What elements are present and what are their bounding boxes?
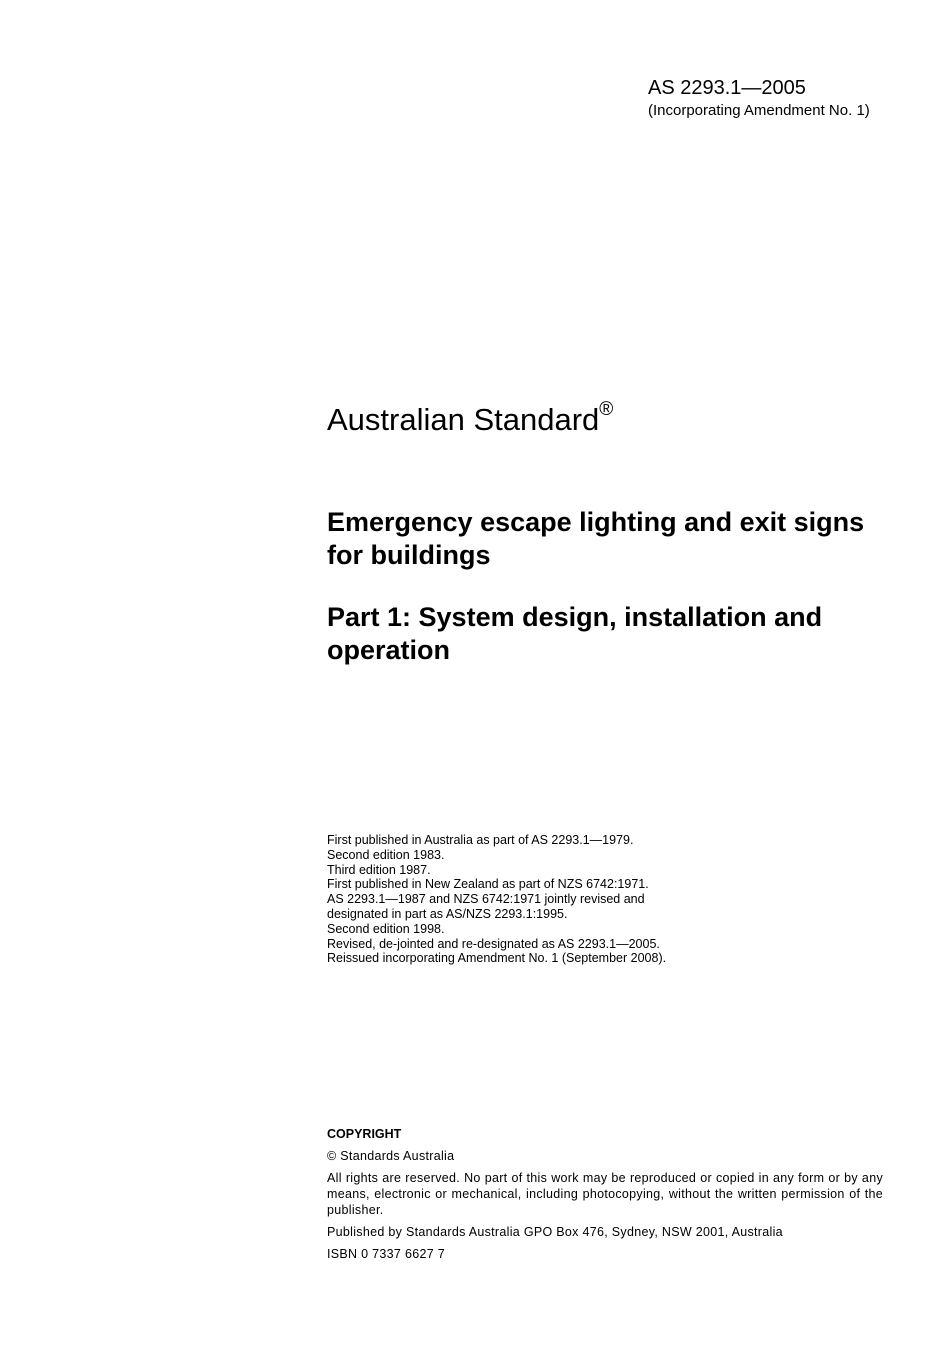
standard-label xyxy=(327,400,613,440)
document-subtitle: Part 1: System design, installation and operation xyxy=(327,602,823,665)
history-line: First published in Australia as part of AS 2293.1—1979. xyxy=(327,833,634,847)
history-line: designated in part as AS/NZS 2293.1:1995. xyxy=(327,906,568,921)
publisher-address: Published by Standards Australia GPO Box 476, Sydney, NSW 2001, Australia xyxy=(327,1225,783,1239)
history-line: First published in New Zealand as part of NZS 6742:1971. xyxy=(327,877,649,892)
copyright-heading: COPYRIGHT xyxy=(327,1127,402,1141)
publication-history xyxy=(327,833,847,966)
history-line: Second edition 1983. xyxy=(327,847,445,862)
history-line: Third edition 1987. xyxy=(327,862,431,877)
history-line: Revised, de-jointed and re-designated as AS 2293.1—2005. xyxy=(327,936,660,951)
document-title: Emergency escape lighting and exit signs for buildings xyxy=(327,507,865,570)
history-line: Second edition 1998. xyxy=(327,921,445,936)
copyright-block xyxy=(327,1126,883,1268)
copyright-owner: © Standards Australia xyxy=(327,1149,455,1163)
amendment-note: (Incorporating Amendment No. 1) xyxy=(648,102,870,119)
history-line: AS 2293.1—1987 and NZS 6742:1971 jointly revised and xyxy=(327,892,645,907)
isbn: ISBN 0 7337 6627 7 xyxy=(327,1247,445,1261)
rights-statement: All rights are reserved. No part of this work may be reproduced or copied in any form or by any means, electronic or mechanical, including photocopying, without the written permission of the publisher. xyxy=(327,1171,883,1217)
registered-mark: ® xyxy=(599,398,614,420)
history-line: Reissued incorporating Amendment No. 1 (September 2008). xyxy=(327,951,667,966)
document-number: AS 2293.1—2005 xyxy=(648,77,806,99)
standard-label-text: Australian Standard xyxy=(327,402,600,437)
